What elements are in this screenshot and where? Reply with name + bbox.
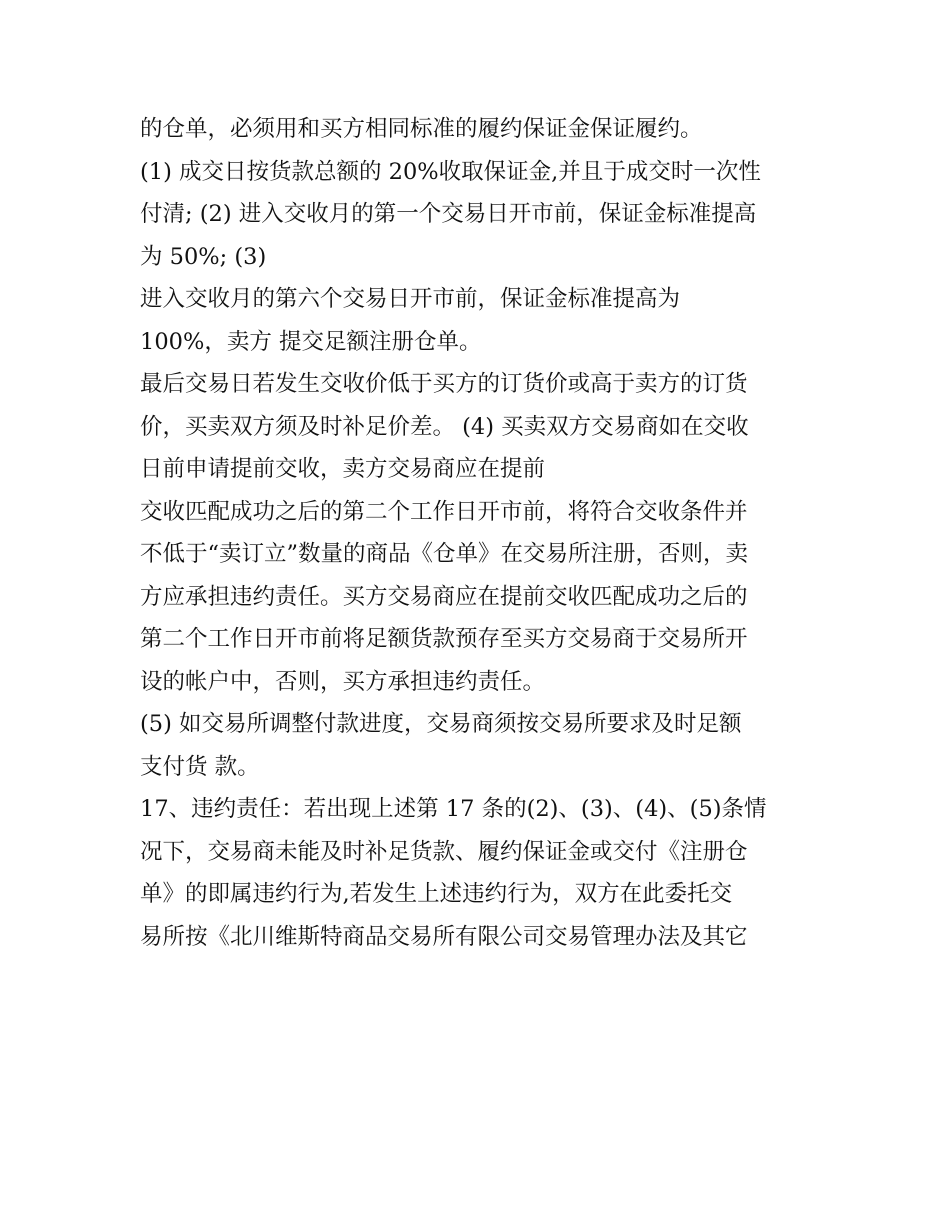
text-line: 单》的即属违约行为,若发生上述违约行为，双方在此委托交 [140, 881, 733, 907]
text-line: 设的帐户中，否则，买方承担违约责任。 [140, 668, 546, 695]
document-body [140, 108, 820, 958]
text-line: 易所按《北川维斯特商品交易所有限公司交易管理办法及其它 [140, 923, 748, 950]
text-line: 日前申请提前交收，卖方交易商应在提前 [140, 456, 546, 482]
text-line: 最后交易日若发生交收价低于买方的订货价或高于卖方的订货 [140, 371, 748, 397]
text-line: 进入交收月的第六个交易日开市前，保证金标准提高为 [140, 286, 681, 312]
text-line: 方应承担违约责任。买方交易商应在提前交收匹配成功之后的 [140, 583, 748, 610]
text-line: 为 50%; (3) [140, 243, 267, 270]
text-line: 支付货 款。 [140, 753, 260, 780]
text-line: 不低于“卖订立”数量的商品《仓单》在交易所注册，否则，卖 [140, 541, 749, 567]
text-line: (5) 如交易所调整付款进度，交易商须按交易所要求及时足额 [140, 711, 742, 737]
text-line: 况下，交易商未能及时补足货款、履约保证金或交付《注册仓 [140, 838, 748, 865]
text-line: (1) 成交日按货款总额的 20%收取保证金,并且于成交时一次性 [140, 158, 761, 185]
text-line: 第二个工作日开市前将足额货款预存至买方交易商于交易所开 [140, 626, 748, 652]
text-line: 17、违约责任：若出现上述第 17 条的(2)、(3)、(4)、(5)条情 [140, 796, 767, 822]
text-line: 100%，卖方 提交足额注册仓单。 [140, 328, 482, 355]
text-line: 的仓单，必须用和买方相同标准的履约保证金保证履约。 [140, 116, 703, 142]
text-line: 价，买卖双方须及时补足价差。 (4) 买卖双方交易商如在交收 [140, 413, 749, 440]
text-line: 付清; (2) 进入交收月的第一个交易日开市前，保证金标准提高 [140, 201, 757, 227]
text-line: 交收匹配成功之后的第二个工作日开市前，将符合交收条件并 [140, 498, 748, 525]
